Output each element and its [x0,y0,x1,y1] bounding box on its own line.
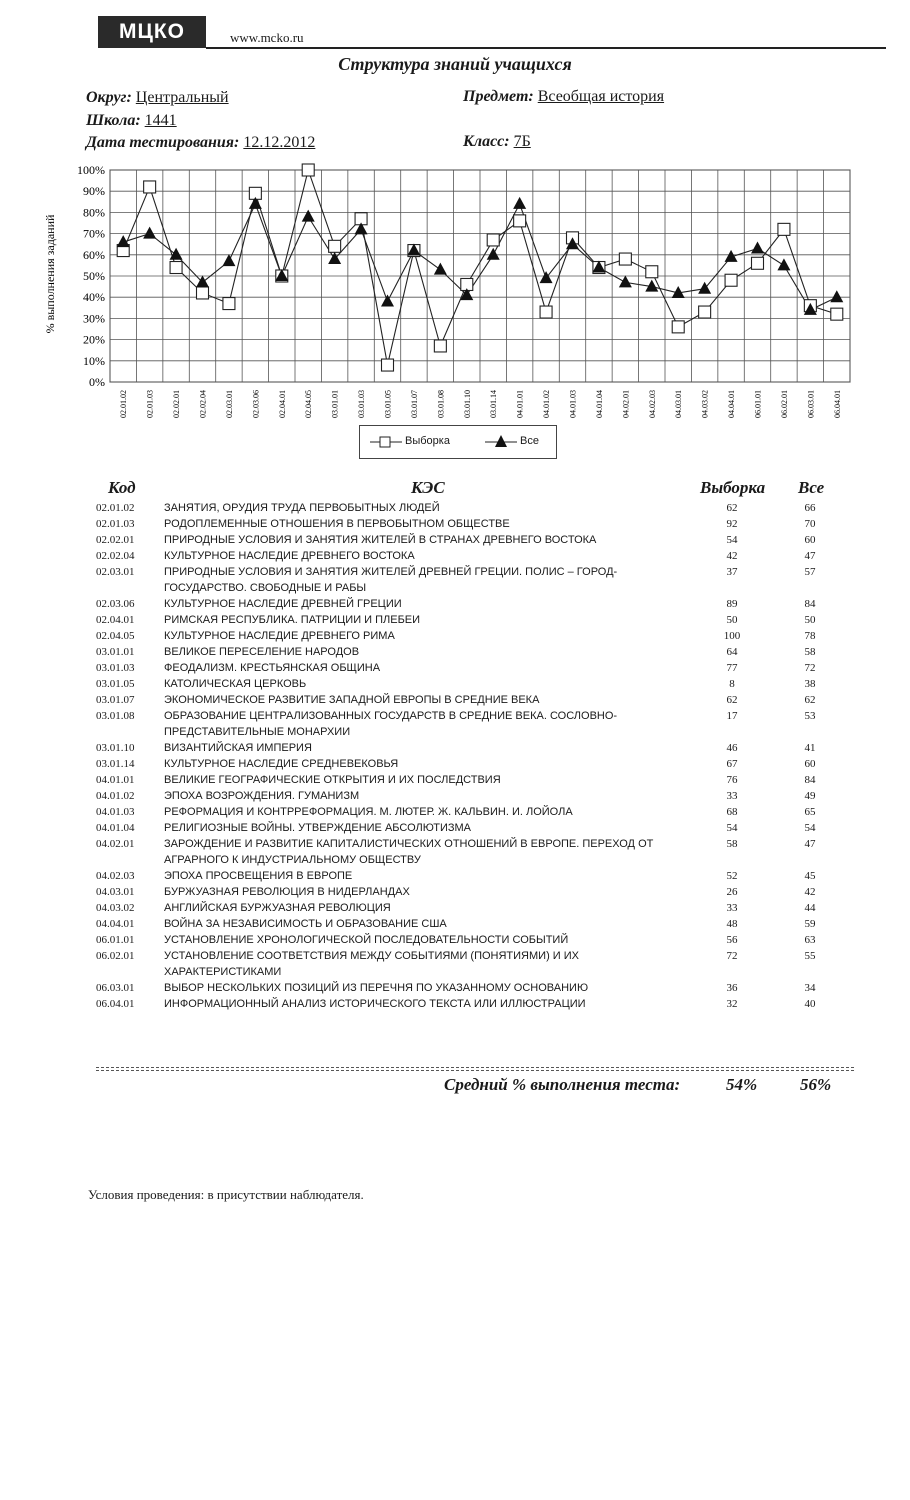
row-all-value: 57 [804,566,816,578]
table-row [96,868,848,884]
date-label: Дата тестирования: [86,134,240,151]
y-axis-label: % выполнения заданий [43,214,57,334]
row-all-value: 40 [804,998,816,1010]
row-all-value: 84 [804,598,816,610]
sample-point [329,240,341,252]
triangle-marker-icon [495,435,507,447]
x-tick-label: 02.02.04 [198,390,208,418]
row-code: 03.01.05 [96,678,135,690]
table-row [96,740,848,756]
row-kes-name: БУРЖУАЗНАЯ РЕВОЛЮЦИЯ В НИДЕРЛАНДАХ [164,886,410,898]
row-kes-name: ВИЗАНТИЙСКАЯ ИМПЕРИЯ [164,742,312,754]
col-header-sample: Выборка [700,478,766,497]
row-sample-value: 50 [726,614,738,626]
row-kes-name: КУЛЬТУРНОЕ НАСЛЕДИЕ ДРЕВНЕГО РИМА [164,630,395,642]
table-row [96,932,848,948]
sample-point [752,257,764,269]
sample-point [514,215,526,227]
sample-point [831,308,843,320]
row-all-value: 55 [804,950,816,962]
row-all-value: 66 [804,502,816,514]
y-tick-label: 60% [83,247,105,262]
mcko-logo: МЦКО [98,16,206,48]
row-kes-name: ВЫБОР НЕСКОЛЬКИХ ПОЗИЦИЙ ИЗ ПЕРЕЧНЯ ПО УКАЗАННОМУ ОСНОВАНИЮ [164,982,589,994]
date-field [86,134,315,152]
row-kes-name: РЕЛИГИОЗНЫЕ ВОЙНЫ. УТВЕРЖДЕНИЕ АБСОЛЮТИЗМА [164,822,471,834]
row-all-value: 84 [804,774,816,786]
row-kes-name: ОБРАЗОВАНИЕ ЦЕНТРАЛИЗОВАННЫХ ГОСУДАРСТВ В СРЕДНИЕ ВЕКА. СОСЛОВНО-ПРЕДСТАВИТЕЛЬНЫЕ МОНАРХИИ [164,710,618,738]
row-all-value: 65 [804,806,816,818]
x-tick-label: 02.03.06 [251,390,261,418]
table-row [96,676,848,692]
header-rule [206,47,886,49]
x-tick-label: 03.01.14 [489,390,499,418]
x-tick-label: 04.04.01 [727,390,737,418]
row-sample-value: 37 [726,566,738,578]
row-sample-value: 26 [726,886,738,898]
sample-point [540,306,552,318]
row-all-value: 47 [804,838,816,850]
row-all-value: 38 [804,678,816,690]
row-sample-value: 76 [726,774,738,786]
row-all-value: 54 [804,822,816,834]
row-sample-value: 42 [726,550,738,562]
row-code: 04.04.01 [96,918,135,930]
row-sample-value: 33 [726,790,738,802]
row-code: 06.02.01 [96,950,135,962]
x-tick-label: 02.02.01 [172,390,182,418]
row-sample-value: 68 [726,806,738,818]
row-code: 02.02.04 [96,550,135,562]
okrug-label: Округ: [86,89,132,106]
row-kes-name: ПРИРОДНЫЕ УСЛОВИЯ И ЗАНЯТИЯ ЖИТЕЛЕЙ В СТРАНАХ ДРЕВНЕГО ВОСТОКА [164,534,597,546]
col-header-all: Все [798,478,825,497]
sample-point [672,321,684,333]
row-all-value: 45 [804,870,816,882]
sample-point [302,164,314,176]
table-row [96,980,848,996]
y-tick-label: 10% [83,353,105,368]
sample-point [778,223,790,235]
row-kes-name: ЗАРОЖДЕНИЕ И РАЗВИТИЕ КАПИТАЛИСТИЧЕСКИХ ОТНОШЕНИЙ В ЕВРОПЕ. ПЕРЕХОД ОТ АГРАРНОГО К ИНДУСТРИАЛЬНОМУ ОБЩЕСТВУ [164,838,654,866]
row-all-value: 34 [804,982,816,994]
row-all-value: 72 [804,662,816,674]
x-tick-label: 04.01.02 [542,390,552,418]
okrug-value: Центральный [135,89,229,106]
subject-value: Всеобщая история [537,88,665,105]
sample-point [487,234,499,246]
row-code: 03.01.07 [96,694,135,706]
row-kes-name: КАТОЛИЧЕСКАЯ ЦЕРКОВЬ [164,678,307,690]
row-sample-value: 67 [726,758,738,770]
row-all-value: 49 [804,790,816,802]
row-kes-name: ИНФОРМАЦИОННЫЙ АНАЛИЗ ИСТОРИЧЕСКОГО ТЕКСТА ИЛИ ИЛЛЮСТРАЦИИ [164,998,586,1010]
sample-point [434,340,446,352]
row-code: 04.01.04 [96,822,135,834]
sample-point [619,253,631,265]
x-tick-label: 03.01.07 [409,390,419,418]
table-row [96,564,848,596]
sample-point [197,287,209,299]
row-sample-value: 8 [729,678,735,690]
table-row [96,628,848,644]
y-tick-label: 0% [89,375,105,389]
class-field [463,133,531,151]
class-value: 7Б [513,133,531,150]
row-code: 02.01.03 [96,518,135,530]
subject-field [463,88,664,106]
okrug-field [86,89,229,107]
row-sample-value: 36 [726,982,738,994]
row-all-value: 60 [804,758,816,770]
row-kes-name: ВОЙНА ЗА НЕЗАВИСИМОСТЬ И ОБРАЗОВАНИЕ США [164,918,447,930]
row-sample-value: 77 [726,662,738,674]
x-tick-label: 02.03.01 [224,390,234,418]
x-tick-label: 06.04.01 [832,390,842,418]
x-tick-label: 04.01.03 [568,390,578,418]
row-all-value: 70 [804,518,816,530]
table-row [96,532,848,548]
sample-point [144,181,156,193]
row-code: 02.01.02 [96,502,135,514]
row-kes-name: ЭПОХА ВОЗРОЖДЕНИЯ. ГУМАНИЗМ [164,790,360,802]
x-tick-label: 03.01.05 [383,390,393,418]
table-row [96,500,848,516]
row-code: 02.03.06 [96,598,135,610]
row-all-value: 78 [804,630,816,642]
table-row [96,644,848,660]
sample-point [725,274,737,286]
row-code: 04.01.02 [96,790,135,802]
row-code: 02.03.01 [96,566,135,578]
sample-point [223,298,235,310]
table-row [96,804,848,820]
row-code: 06.01.01 [96,934,135,946]
row-code: 04.03.01 [96,886,135,898]
table-row [96,996,848,1012]
row-kes-name: РОДОПЛЕМЕННЫЕ ОТНОШЕНИЯ В ПЕРВОБЫТНОМ ОБЩЕСТВЕ [164,518,510,530]
table-row [96,548,848,564]
table-row [96,756,848,772]
col-header-kes: КЭС [411,478,445,497]
table-row [96,772,848,788]
row-kes-name: РЕФОРМАЦИЯ И КОНТРРЕФОРМАЦИЯ. М. ЛЮТЕР. Ж. КАЛЬВИН. И. ЛОЙОЛА [164,806,573,818]
sample-point [646,266,658,278]
row-sample-value: 54 [726,534,738,546]
y-tick-label: 20% [83,332,105,347]
row-code: 06.04.01 [96,998,135,1010]
row-code: 04.01.03 [96,806,135,818]
average-all: 56% [800,1075,832,1094]
class-label: Класс: [463,133,510,150]
x-tick-label: 03.01.03 [357,390,367,418]
school-value: 1441 [144,112,177,129]
site-url[interactable]: www.mcko.ru [230,30,304,45]
test-conditions: Условия проведения: в присутствии наблюдателя. [88,1187,364,1202]
row-kes-name: КУЛЬТУРНОЕ НАСЛЕДИЕ ДРЕВНЕГО ВОСТОКА [164,550,415,562]
row-kes-name: ФЕОДАЛИЗМ. КРЕСТЬЯНСКАЯ ОБЩИНА [164,662,381,674]
row-sample-value: 48 [726,918,738,930]
table-row [96,708,848,740]
row-code: 03.01.10 [96,742,135,754]
col-header-code: Код [108,478,136,497]
page-title: Структура знаний учащихся [338,54,572,74]
row-all-value: 41 [804,742,816,754]
row-kes-name: ПРИРОДНЫЕ УСЛОВИЯ И ЗАНЯТИЯ ЖИТЕЛЕЙ ДРЕВНЕЙ ГРЕЦИИ. ПОЛИС – ГОРОД-ГОСУДАРСТВО. СВОБОДНЫЕ И РАБЫ [164,566,618,594]
y-tick-label: 70% [83,226,105,241]
row-code: 02.04.01 [96,614,135,626]
table-row [96,516,848,532]
row-sample-value: 33 [726,902,738,914]
row-sample-value: 52 [726,870,738,882]
row-sample-value: 58 [726,838,738,850]
row-sample-value: 72 [726,950,738,962]
row-code: 04.03.02 [96,902,135,914]
row-kes-name: ЭПОХА ПРОСВЕЩЕНИЯ В ЕВРОПЕ [164,870,353,882]
table-row [96,916,848,932]
row-sample-value: 56 [726,934,738,946]
subject-label: Предмет: [463,88,534,105]
legend-all: Все [520,435,539,447]
sample-point [382,359,394,371]
row-all-value: 47 [804,550,816,562]
row-all-value: 58 [804,646,816,658]
row-code: 03.01.01 [96,646,135,658]
row-all-value: 59 [804,918,816,930]
row-code: 04.02.03 [96,870,135,882]
row-code: 04.02.01 [96,838,135,850]
x-tick-label: 06.01.01 [753,390,763,418]
row-kes-name: ЗАНЯТИЯ, ОРУДИЯ ТРУДА ПЕРВОБЫТНЫХ ЛЮДЕЙ [164,502,440,514]
row-sample-value: 64 [726,646,738,658]
chart-legend [359,425,557,459]
row-sample-value: 54 [726,822,738,834]
table-row [96,948,848,980]
summary-rule-top [96,1067,854,1069]
x-tick-label: 02.04.01 [277,390,287,418]
kes-table [96,500,848,1012]
row-code: 06.03.01 [96,982,135,994]
y-tick-label: 100% [77,163,105,177]
row-kes-name: ВЕЛИКОЕ ПЕРЕСЕЛЕНИЕ НАРОДОВ [164,646,360,658]
row-all-value: 63 [804,934,816,946]
x-tick-label: 03.01.08 [436,390,446,418]
row-sample-value: 17 [726,710,738,722]
row-kes-name: ВЕЛИКИЕ ГЕОГРАФИЧЕСКИЕ ОТКРЫТИЯ И ИХ ПОСЛЕДСТВИЯ [164,774,501,786]
sample-point [699,306,711,318]
row-sample-value: 62 [726,502,738,514]
table-row [96,660,848,676]
x-tick-label: 02.01.02 [119,390,129,418]
school-label: Школа: [86,112,141,129]
row-kes-name: КУЛЬТУРНОЕ НАСЛЕДИЕ ДРЕВНЕЙ ГРЕЦИИ [164,598,402,610]
y-tick-label: 40% [83,290,105,305]
x-tick-label: 06.03.01 [806,390,816,418]
x-tick-label: 04.03.02 [700,390,710,418]
table-row [96,596,848,612]
row-kes-name: АНГЛИЙСКАЯ БУРЖУАЗНАЯ РЕВОЛЮЦИЯ [164,902,391,914]
x-tick-label: 04.02.01 [621,390,631,418]
row-all-value: 50 [804,614,816,626]
table-row [96,884,848,900]
row-sample-value: 92 [726,518,738,530]
row-kes-name: РИМСКАЯ РЕСПУБЛИКА. ПАТРИЦИИ И ПЛЕБЕИ [164,614,421,626]
row-code: 02.02.01 [96,534,135,546]
row-all-value: 53 [804,710,816,722]
table-row [96,820,848,836]
legend-sample: Выборка [405,435,450,447]
knowledge-chart [40,160,870,422]
summary-rule-bottom [96,1070,854,1072]
table-row [96,788,848,804]
x-tick-label: 04.02.03 [647,390,657,418]
x-tick-label: 03.01.01 [330,390,340,418]
row-all-value: 42 [804,886,816,898]
row-sample-value: 89 [726,598,738,610]
x-tick-label: 02.01.03 [145,390,155,418]
y-tick-label: 80% [83,205,105,220]
y-tick-label: 90% [83,184,105,199]
row-sample-value: 32 [726,998,738,1010]
row-code: 02.04.05 [96,630,135,642]
row-all-value: 60 [804,534,816,546]
row-code: 03.01.08 [96,710,135,722]
row-sample-value: 46 [726,742,738,754]
row-kes-name: КУЛЬТУРНОЕ НАСЛЕДИЕ СРЕДНЕВЕКОВЬЯ [164,758,399,770]
row-kes-name: УСТАНОВЛЕНИЕ СООТВЕТСТВИЯ МЕЖДУ СОБЫТИЯМИ (ПОНЯТИЯМИ) И ИХ ХАРАКТЕРИСТИКАМИ [164,950,579,978]
row-all-value: 62 [804,694,816,706]
school-field [86,112,177,130]
x-tick-label: 04.01.01 [515,390,525,418]
x-tick-label: 06.02.01 [779,390,789,418]
row-kes-name: ЭКОНОМИЧЕСКОЕ РАЗВИТИЕ ЗАПАДНОЙ ЕВРОПЫ В СРЕДНИЕ ВЕКА [164,694,540,706]
x-tick-label: 03.01.10 [462,390,472,418]
row-code: 03.01.03 [96,662,135,674]
x-tick-label: 04.01.04 [594,390,604,418]
average-sample: 54% [726,1075,758,1094]
row-sample-value: 100 [723,630,741,642]
square-marker-icon [380,437,390,447]
sample-point [170,262,182,274]
table-row [96,836,848,868]
table-row [96,692,848,708]
y-tick-label: 50% [83,269,105,283]
row-code: 04.01.01 [96,774,135,786]
date-value: 12.12.2012 [243,134,316,151]
y-tick-label: 30% [83,311,105,326]
x-tick-label: 04.03.01 [674,390,684,418]
row-all-value: 44 [804,902,816,914]
table-row [96,612,848,628]
x-tick-label: 02.04.05 [304,390,314,418]
row-code: 03.01.14 [96,758,135,770]
row-kes-name: УСТАНОВЛЕНИЕ ХРОНОЛОГИЧЕСКОЙ ПОСЛЕДОВАТЕЛЬНОСТИ СОБЫТИЙ [164,934,569,946]
table-row [96,900,848,916]
row-sample-value: 62 [726,694,738,706]
average-label: Средний % выполнения теста: [444,1075,681,1094]
